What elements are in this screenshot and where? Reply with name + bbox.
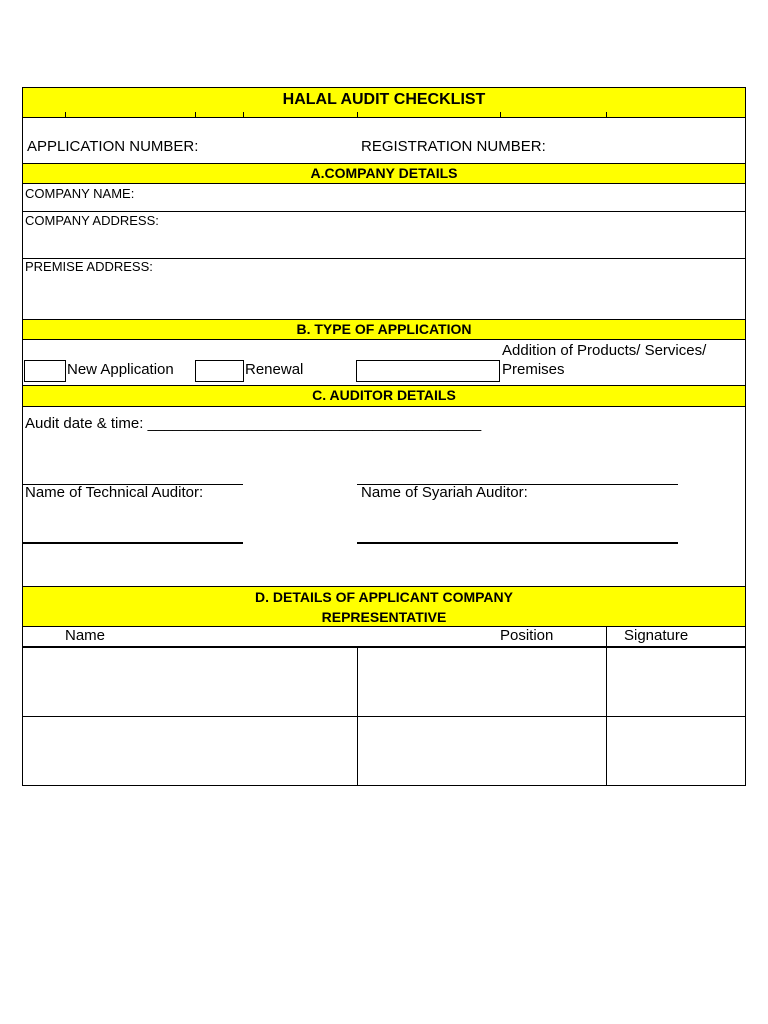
- premise-address-label: PREMISE ADDRESS:: [25, 259, 153, 274]
- technical-auditor-signature-line[interactable]: [22, 542, 243, 544]
- representative-heading: [22, 586, 746, 627]
- title-tick: [606, 112, 607, 118]
- company-name-label: COMPANY NAME:: [25, 186, 135, 201]
- table-row: [22, 716, 746, 717]
- title-tick: [195, 112, 196, 118]
- title-tick: [357, 112, 358, 118]
- application-number-label: APPLICATION NUMBER:: [27, 138, 199, 155]
- new-application-checkbox[interactable]: [24, 360, 66, 382]
- column-header-position: Position: [500, 627, 554, 644]
- application-type-heading-text: B. TYPE OF APPLICATION: [296, 321, 472, 337]
- audit-date-label: Audit date & time: ________________________________________: [25, 415, 482, 432]
- company-details-heading-text: A.COMPANY DETAILS: [310, 165, 458, 181]
- title-tick: [243, 112, 244, 118]
- column-header-name: Name: [65, 627, 106, 644]
- company-address-label: COMPANY ADDRESS:: [25, 213, 159, 228]
- title-band: [22, 87, 746, 118]
- title-tick: [500, 112, 501, 118]
- auditor-details-heading: [22, 385, 746, 407]
- syariah-auditor-signature-line[interactable]: [357, 542, 678, 544]
- representative-heading-line1: D. DETAILS OF APPLICANT COMPANY: [255, 589, 513, 605]
- page-title: HALAL AUDIT CHECKLIST: [282, 91, 486, 108]
- renewal-label: Renewal: [245, 361, 304, 378]
- renewal-checkbox[interactable]: [195, 360, 244, 382]
- column-header-signature: Signature: [624, 627, 689, 644]
- divider: [22, 211, 746, 212]
- company-details-heading: [22, 163, 746, 184]
- syariah-auditor-label: Name of Syariah Auditor:: [361, 484, 528, 501]
- table-header-divider: [22, 646, 746, 648]
- registration-number-label: REGISTRATION NUMBER:: [361, 138, 546, 155]
- new-application-label: New Application: [67, 361, 174, 378]
- application-type-heading: [22, 319, 746, 340]
- auditor-details-heading-text: C. AUDITOR DETAILS: [312, 387, 456, 403]
- addition-checkbox[interactable]: [356, 360, 500, 382]
- technical-auditor-label: Name of Technical Auditor:: [25, 484, 204, 501]
- representative-heading-line2: REPRESENTATIVE: [321, 609, 447, 625]
- column-divider: [606, 627, 607, 786]
- title-tick: [65, 112, 66, 118]
- addition-label-line1: Addition of Products/ Services/: [502, 342, 707, 359]
- addition-label-line2: Premises: [502, 361, 565, 378]
